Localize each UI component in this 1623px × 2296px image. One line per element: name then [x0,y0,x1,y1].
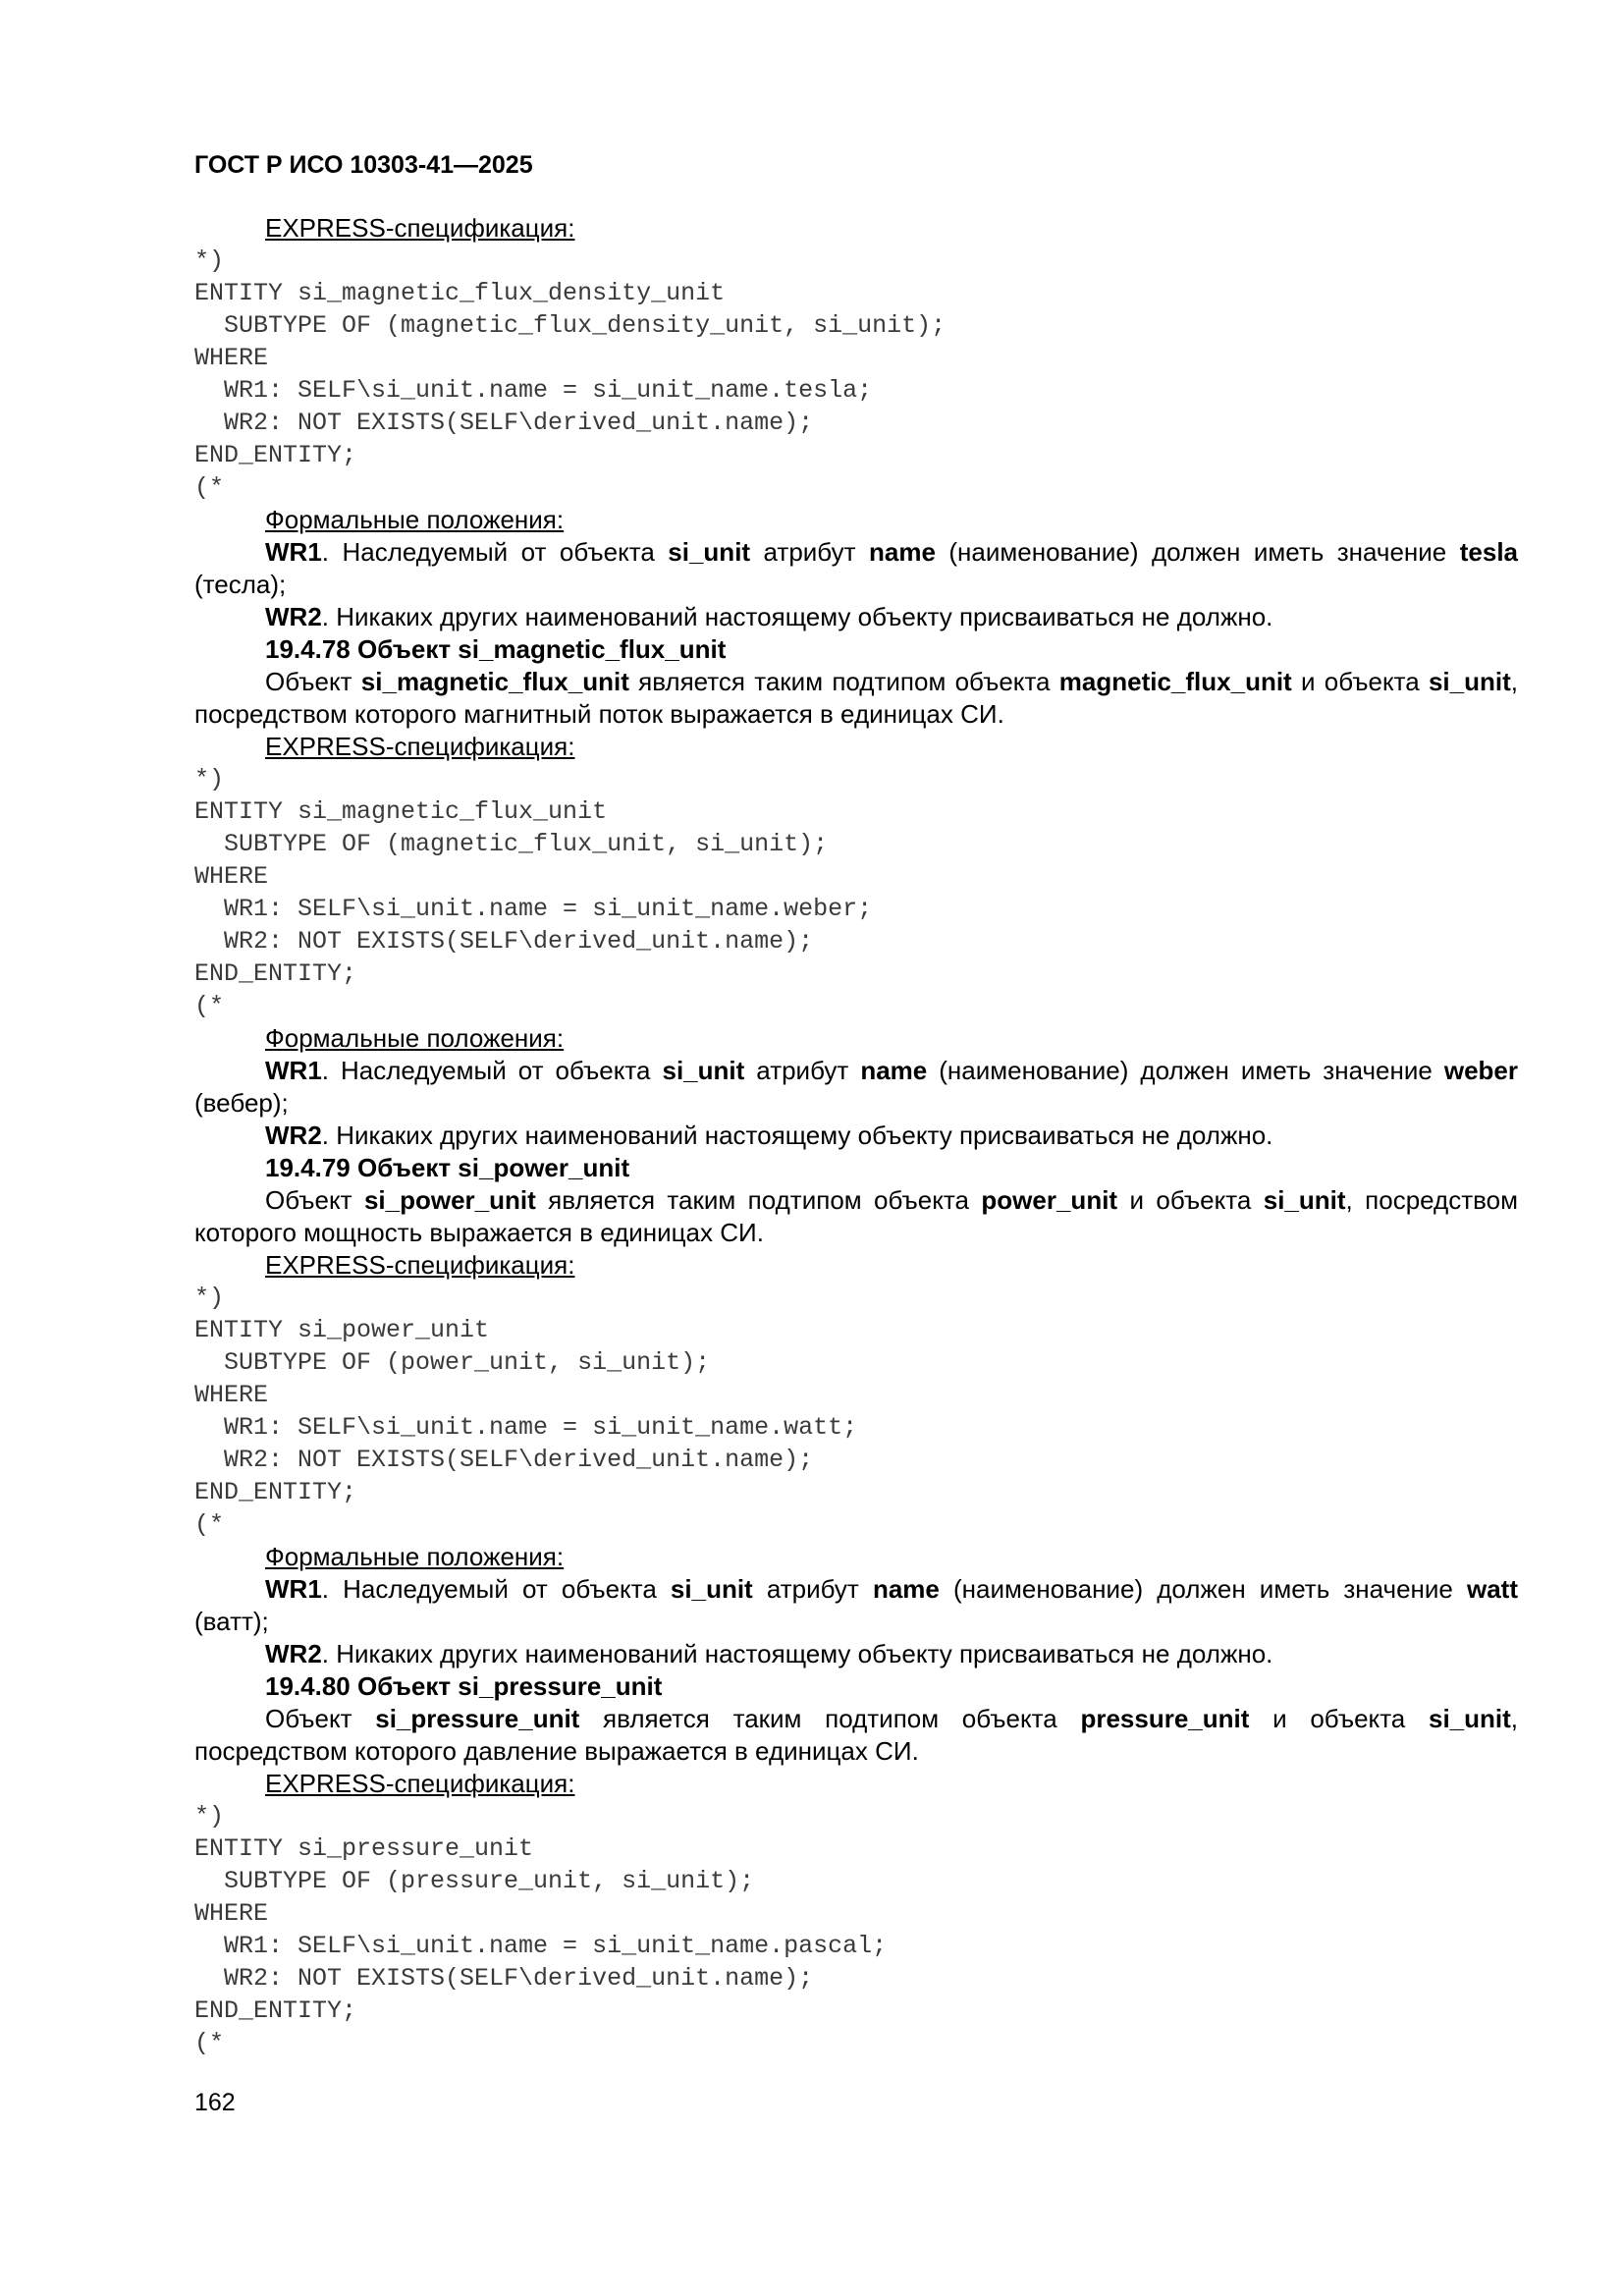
code-line: *) [194,1802,225,1831]
text-run: (наименование) должен иметь значение [927,1056,1444,1085]
text-run: атрибут [752,1574,873,1604]
section-heading: 19.4.78 Объект si_magnetic_flux_unit [265,634,727,664]
intro-paragraph [194,666,1518,731]
wr-label: WR2 [265,1639,322,1668]
text-run: атрибут [750,537,869,567]
text-run: . Никаких других наименований настоящему объекту присваиваться не должно. [321,1121,1273,1150]
text-run: (вебер); [194,1088,289,1118]
object-name: si_unit [668,537,751,567]
text-run: . Никаких других наименований настоящему объекту присваиваться не должно. [321,602,1273,631]
code-line: (* [194,473,225,502]
code-line: WR2: NOT EXISTS(SELF\derived_unit.name); [194,1446,814,1474]
page-number: 162 [194,2089,236,2116]
code-block [194,1800,1518,2059]
text-run: является таким подтипом объекта [628,667,1059,696]
unit-value: weber [1443,1056,1518,1085]
text-run: (ватт); [194,1607,269,1636]
text-run: и объекта [1291,667,1429,696]
code-block [194,245,1518,504]
entity-name: si_power_unit [363,1185,536,1215]
text-run: является таким подтипом объекта [535,1185,982,1215]
wr-label: WR1 [265,1056,322,1085]
attribute-name: name [869,537,936,567]
document-page [194,147,1518,2059]
section-block [194,633,1518,1152]
entity-name: si_magnetic_flux_unit [360,667,629,696]
text-run: является таким подтипом объекта [579,1704,1081,1733]
wr1-paragraph [194,1055,1518,1120]
wr-label: WR1 [265,537,322,567]
express-label: EXPRESS-спецификация: [265,732,575,761]
attribute-name: name [872,1574,940,1604]
code-line: END_ENTITY; [194,441,357,469]
text-run: Объект [265,1185,364,1215]
code-line: ENTITY si_pressure_unit [194,1834,534,1863]
object-name: si_unit [662,1056,745,1085]
entity-name: si_pressure_unit [375,1704,580,1733]
express-label: EXPRESS-спецификация: [265,1250,575,1280]
formal-label: Формальные положения: [265,1542,565,1571]
code-line: WR1: SELF\si_unit.name = si_unit_name.weber; [194,895,873,923]
code-line: END_ENTITY; [194,959,357,988]
wr-label: WR2 [265,1121,322,1150]
text-run: Объект [265,1704,376,1733]
code-line: WHERE [194,1899,269,1928]
code-line: WR2: NOT EXISTS(SELF\derived_unit.name); [194,927,814,956]
section-heading: 19.4.80 Объект si_pressure_unit [265,1671,663,1701]
text-run: и объекта [1117,1185,1264,1215]
express-label: EXPRESS-спецификация: [265,1769,575,1798]
code-line: SUBTYPE OF (power_unit, si_unit); [194,1348,711,1377]
code-line: WHERE [194,862,269,891]
code-line: *) [194,246,225,275]
code-line: WR1: SELF\si_unit.name = si_unit_name.pascal; [194,1932,888,1960]
code-line: ENTITY si_magnetic_flux_density_unit [194,279,726,307]
supertype-name: si_unit [1428,1704,1511,1733]
text-run: . Наследуемый от объекта [321,537,669,567]
code-line: END_ENTITY; [194,1478,357,1506]
code-line: WHERE [194,344,269,372]
text-run: (наименование) должен иметь значение [935,537,1460,567]
section-block [194,1152,1518,1670]
formal-label: Формальные положения: [265,1023,565,1053]
object-name: si_unit [670,1574,753,1604]
wr2-paragraph [194,1120,1518,1152]
code-line: WHERE [194,1381,269,1409]
express-label: EXPRESS-спецификация: [265,213,575,243]
supertype-name: pressure_unit [1080,1704,1250,1733]
text-run: и объекта [1249,1704,1429,1733]
code-line: (* [194,992,225,1020]
code-line: (* [194,1510,225,1539]
code-line: WR1: SELF\si_unit.name = si_unit_name.tesla; [194,376,873,405]
text-run: , посредством которого мощность выражается в единицах СИ. [194,1185,1518,1247]
code-line: ENTITY si_magnetic_flux_unit [194,797,608,826]
text-run: . Наследуемый от объекта [321,1056,663,1085]
unit-value: watt [1467,1574,1518,1604]
code-line: *) [194,765,225,793]
supertype-name: si_unit [1263,1185,1346,1215]
text-run: , посредством которого магнитный поток выражается в единицах СИ. [194,667,1518,729]
code-line: WR2: NOT EXISTS(SELF\derived_unit.name); [194,1964,814,1993]
code-line: WR2: NOT EXISTS(SELF\derived_unit.name); [194,409,814,437]
code-block [194,1282,1518,1541]
text-run: (наименование) должен иметь значение [939,1574,1467,1604]
text-run: Объект [265,667,361,696]
code-line: WR1: SELF\si_unit.name = si_unit_name.watt; [194,1413,858,1442]
section-block [194,1670,1518,2059]
code-line: SUBTYPE OF (magnetic_flux_unit, si_unit); [194,830,829,858]
supertype-name: power_unit [981,1185,1118,1215]
unit-value: tesla [1459,537,1518,567]
intro-paragraph [194,1184,1518,1249]
supertype-name: magnetic_flux_unit [1058,667,1292,696]
attribute-name: name [860,1056,928,1085]
text-run: . Наследуемый от объекта [321,1574,671,1604]
text-run: (тесла); [194,570,287,599]
code-block [194,763,1518,1022]
code-line: END_ENTITY; [194,1996,357,2025]
wr2-paragraph [194,601,1518,633]
code-line: (* [194,2029,225,2057]
document-header: ГОСТ Р ИСО 10303-41—2025 [194,151,533,179]
wr1-paragraph [194,1573,1518,1638]
wr2-paragraph [194,1638,1518,1670]
supertype-name: si_unit [1428,667,1511,696]
code-line: SUBTYPE OF (magnetic_flux_density_unit, si_unit); [194,311,947,340]
section-heading: 19.4.79 Объект si_power_unit [265,1153,630,1182]
formal-label: Формальные положения: [265,505,565,534]
code-line: ENTITY si_power_unit [194,1316,490,1344]
intro-paragraph [194,1703,1518,1768]
section-block [194,212,1518,633]
wr-label: WR2 [265,602,322,631]
wr-label: WR1 [265,1574,322,1604]
text-run: атрибут [744,1056,861,1085]
text-run: , посредством которого давление выражается в единицах СИ. [194,1704,1519,1766]
code-line: SUBTYPE OF (pressure_unit, si_unit); [194,1867,755,1895]
wr1-paragraph [194,536,1518,601]
code-line: *) [194,1284,225,1312]
text-run: . Никаких других наименований настоящему объекту присваиваться не должно. [321,1639,1273,1668]
